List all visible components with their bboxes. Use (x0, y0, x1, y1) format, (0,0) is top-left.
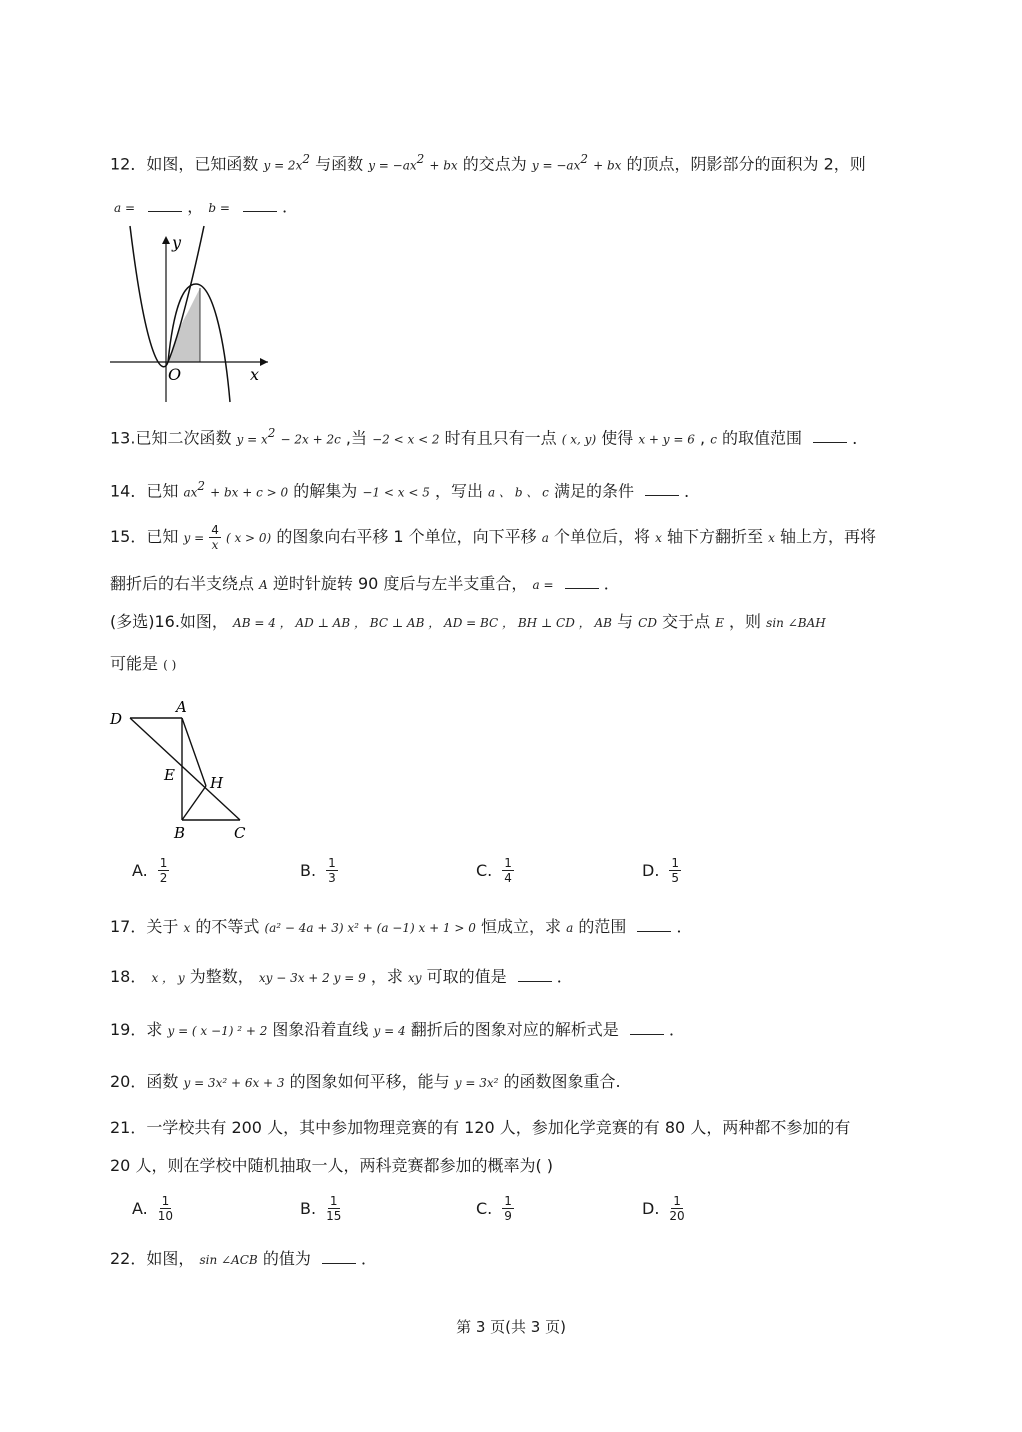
q20-func2: y = 3x² (454, 1076, 499, 1090)
q15-line2 (110, 573, 620, 596)
option-label: A. (132, 1199, 148, 1218)
q12-a-label: a = (114, 201, 136, 215)
q16-text: ，则 (729, 612, 762, 631)
q12-func1: y = 2x (263, 158, 303, 173)
numerator: 1 (504, 856, 512, 870)
q17-blank[interactable] (637, 917, 671, 932)
option-fraction (326, 1194, 341, 1223)
q13-end: ． (852, 428, 869, 448)
q19-text: 翻折后的图象对应的解析式是 (410, 1020, 619, 1039)
q12-figure (108, 224, 272, 404)
q21-option-c[interactable] (476, 1194, 514, 1223)
denominator: 5 (671, 871, 680, 885)
q15-a: a (541, 531, 549, 545)
q12-prefix: 12．如图，已知函数 (110, 154, 259, 174)
denominator: 3 (328, 871, 336, 885)
q18-blank[interactable] (518, 967, 552, 982)
q16-option-a[interactable] (132, 856, 169, 885)
y-axis-arrow-icon (162, 236, 170, 244)
option-fraction (502, 1194, 514, 1223)
q14-text: 的解集为 (293, 481, 358, 501)
q18-text: 为整数， (189, 967, 254, 986)
q20-prefix: 20．函数 (110, 1072, 179, 1091)
denominator: 9 (504, 1209, 512, 1223)
x-axis-arrow-icon (260, 358, 268, 366)
q12-b-label: b = (208, 201, 230, 215)
option-label: C. (476, 861, 493, 880)
x-axis-label: x (250, 365, 260, 384)
q17-text: 的范围 (578, 917, 627, 936)
q12-func2: y = −ax (368, 158, 417, 173)
q16-e: E (715, 616, 724, 630)
q13-prefix: 13.已知二次函数 (110, 428, 232, 448)
q13-text: ,当 (345, 428, 368, 448)
numerator: 1 (673, 1194, 681, 1208)
q14-set: −1 < x < 5 (362, 485, 430, 500)
q15-prefix: 15．已知 (110, 527, 179, 546)
q21-line1: 21．一学校共有 200 人，其中参加物理竞赛的有 120 人，参加化学竞赛的有 80 人，两种都不参加的有 (110, 1118, 851, 1137)
q14-prefix: 14．已知 (110, 481, 179, 501)
q17-expr: (a² − 4a + 3) x² + (a −1) x + 1 > 0 (264, 921, 476, 935)
q17-a: a (566, 921, 574, 935)
q12-text: 的顶点，阴影部分的面积为 2，则 (626, 154, 866, 174)
point-a-label: A (176, 698, 187, 716)
q16-line1 (110, 611, 826, 634)
q15-text: 轴上方，再将 (779, 527, 876, 546)
q16-line2 (110, 653, 176, 676)
denominator: 10 (157, 1209, 174, 1223)
q15-a-eq: a = (532, 578, 554, 592)
point-c-label: C (234, 824, 246, 842)
q13-cond: −2 < x < 2 (372, 432, 440, 447)
q15-text: 个单位后，将 (554, 527, 651, 546)
q15-point-a: A (259, 578, 268, 592)
q16-sin: sin ∠BAH (766, 616, 826, 630)
q22-text: 的值为 (262, 1249, 311, 1268)
q20-text: 的函数图象重合. (503, 1072, 621, 1091)
numerator: 1 (159, 856, 168, 870)
option-fraction (326, 856, 338, 885)
q16-text: 与 (617, 612, 634, 631)
q18-end: ． (556, 967, 573, 986)
denominator: 4 (504, 871, 512, 885)
numerator: 1 (329, 1194, 338, 1208)
q12-b-blank[interactable] (243, 197, 277, 212)
q12-sep: ， (187, 197, 204, 216)
q15-text: 逆时针旋转 90 度后与左半支重合， (272, 574, 528, 593)
q20-func: y = 3x² + 6x + 3 (183, 1076, 285, 1090)
q16-conditions: AB = 4 ， AD ⊥ AB ， BC ⊥ AB ， AD = BC ， BH ⊥ CD ， AB (233, 616, 612, 630)
q13-text: 使得 (601, 428, 634, 448)
option-label: A. (132, 861, 148, 880)
q15-cond: ( x > 0) (225, 531, 272, 545)
q13-func: y = x (236, 432, 268, 447)
option-label: B. (300, 861, 317, 880)
q16-text: 可能是 (110, 654, 159, 673)
q22-prefix: 22．如图， (110, 1249, 195, 1268)
q14-end: ． (684, 481, 701, 501)
q18-xy: xy (407, 971, 422, 985)
q18-text: ，求 (370, 967, 403, 986)
option-fraction (669, 1194, 684, 1223)
q14-text: ，写出 (434, 481, 483, 501)
q19-func: y = ( x −1) ² + 2 (167, 1024, 268, 1038)
q13-line: 13.已知二次函数 $y = x^2 - 2x + 2c$ ,当 −2 < x < 2 时有且只有一点 ( x, y) 使得 x + y = 6 , c 的取值范围 ． (110, 426, 869, 448)
q15-end: ． (603, 574, 620, 593)
q18-text: 可取的值是 (426, 967, 507, 986)
option-fraction (158, 1194, 173, 1223)
q15-y: y = (183, 531, 205, 545)
q21-option-a[interactable] (132, 1194, 173, 1223)
q13-text: , (700, 428, 706, 448)
point-d-label: D (110, 710, 123, 728)
q20-line (110, 1071, 621, 1094)
q12-func3-tail: + bx (593, 158, 622, 173)
q21-line2: 20 人，则在学校中随机抽取一人，两科竞赛都参加的概率为( ) (110, 1156, 554, 1175)
q13-func-tail: − 2x + 2c (280, 432, 341, 447)
q22-line (110, 1248, 377, 1271)
q18-vars: x ， y (151, 971, 185, 985)
q14-func-tail: + bx + c > 0 (210, 485, 289, 500)
q16-figure (106, 696, 262, 846)
q16-option-b[interactable] (300, 856, 338, 885)
q12-text: 与函数 (315, 154, 364, 174)
q14-line: 14．已知 $ax^2$ + bx + c > 0 的解集为 −1 < x < 5 ，写出 a 、 b 、 c 满足的条件 ． (110, 479, 701, 501)
q22-blank[interactable] (322, 1249, 356, 1264)
q16-text: 交于点 (662, 612, 711, 631)
q17-prefix: 17．关于 (110, 917, 179, 936)
q12-func2-tail: + bx (429, 158, 458, 173)
q13-text: 时有且只有一点 (444, 428, 557, 448)
q17-x: x (183, 921, 191, 935)
q15-text: 的图象向右平移 1 个单位，向下平移 (276, 527, 537, 546)
point-e-label: E (164, 766, 175, 784)
q15-x: x (655, 531, 662, 545)
q14-func: ax (183, 485, 198, 500)
option-fraction (158, 856, 170, 885)
q22-sin: sin ∠ACB (199, 1253, 258, 1267)
point-b-label: B (174, 824, 186, 842)
option-label: D. (642, 861, 660, 880)
q19-blank[interactable] (630, 1020, 664, 1035)
q19-line (110, 1019, 685, 1042)
q19-text: 图象沿着直线 (272, 1020, 369, 1039)
numerator: 4 (211, 523, 219, 537)
q15-text: 翻折后的右半支绕点 (110, 574, 255, 593)
denominator: 15 (326, 1209, 342, 1223)
q13-c: c (710, 432, 717, 447)
option-fraction (669, 856, 681, 885)
numerator: 1 (671, 856, 680, 870)
y-axis-label: y (172, 233, 182, 252)
denominator: x (211, 538, 219, 552)
q13-point: ( x, y) (561, 432, 597, 447)
q20-text: 的图象如何平移，能与 (289, 1072, 450, 1091)
option-fraction (502, 856, 514, 885)
q12-line2 (114, 196, 298, 219)
q14-blank[interactable] (645, 481, 679, 496)
q17-line (110, 916, 693, 939)
q13-eq: x + y = 6 (638, 432, 695, 447)
q17-end: ． (676, 917, 693, 936)
q12-a-blank[interactable] (148, 197, 182, 212)
q15-line1 (110, 522, 876, 553)
origin-label: O (168, 365, 182, 384)
point-h-label: H (210, 774, 224, 792)
q15-x: x (768, 531, 775, 545)
q18-prefix: 18． (110, 967, 147, 986)
q12-text: 的交点为 (462, 154, 527, 174)
q17-text: 恒成立，求 (480, 917, 561, 936)
q21-option-b[interactable] (300, 1194, 341, 1223)
page-footer: 第 3 页(共 3 页) (456, 1318, 566, 1336)
q16-option-d[interactable] (642, 856, 681, 885)
q18-eq: xy − 3x + 2 y = 9 (258, 971, 366, 985)
q13-blank[interactable] (813, 428, 847, 443)
option-label: B. (300, 1199, 317, 1218)
q16-option-c[interactable] (476, 856, 514, 885)
q12-end: ． (282, 197, 299, 216)
q17-text: 的不等式 (195, 917, 260, 936)
q12-line1: 12．如图，已知函数 $y = 2x^2$ 与函数 $y = -ax^2$ + bx 的交点为 $y = -ax^2$ + bx 的顶点，阴影部分的面积为 2，则 (110, 152, 866, 174)
numerator: 1 (328, 856, 336, 870)
denominator: 20 (669, 1209, 685, 1223)
option-label: C. (476, 1199, 493, 1218)
q13-text: 的取值范围 (722, 428, 803, 448)
q16-cd: CD (638, 616, 657, 630)
numerator: 1 (161, 1194, 170, 1208)
q19-end: ． (668, 1020, 685, 1039)
q18-line (110, 966, 573, 989)
q19-line-eq: y = 4 (373, 1024, 406, 1038)
q14-text: 满足的条件 (553, 481, 634, 501)
q22-end: ． (361, 1249, 378, 1268)
q21-option-d[interactable] (642, 1194, 685, 1223)
q16-answer-paren: ( ) (163, 658, 177, 672)
q15-blank[interactable] (565, 574, 599, 589)
q15-fraction (209, 523, 221, 552)
numerator: 1 (504, 1194, 512, 1208)
option-label: D. (642, 1199, 660, 1218)
denominator: 2 (159, 871, 168, 885)
q14-vars: a 、 b 、 c (488, 485, 549, 500)
q19-prefix: 19．求 (110, 1020, 163, 1039)
q15-text: 轴下方翻折至 (667, 527, 764, 546)
q16-prefix: (多选)16.如图， (110, 612, 228, 631)
q12-func3: y = −ax (531, 158, 581, 173)
